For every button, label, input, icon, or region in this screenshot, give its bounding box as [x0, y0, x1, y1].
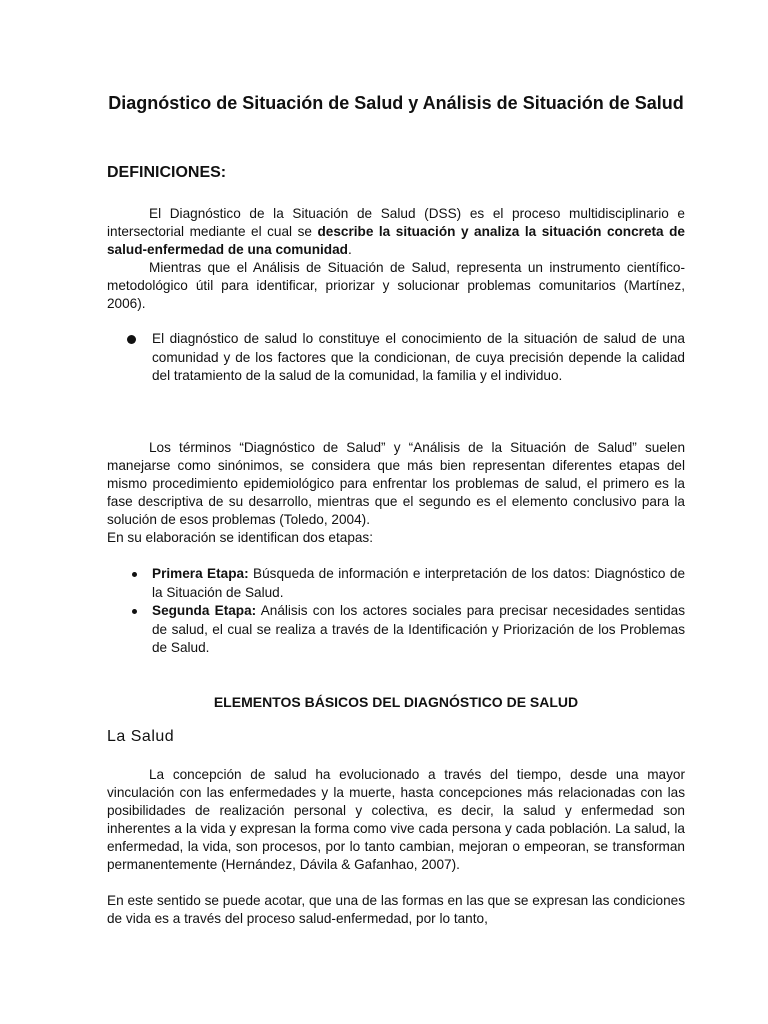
subheading-la-salud: La Salud — [107, 728, 175, 745]
bullet-icon — [127, 335, 136, 344]
paragraph-dss-definition — [107, 205, 685, 259]
paragraph-text: . — [347, 242, 352, 257]
paragraph-conditions: En este sentido se puede acotar, que una de las formas en las que se expresan las condiciones de vida es a través del proceso salud-enfermedad, por lo tanto, — [107, 893, 685, 926]
list-item-stage-1 — [107, 565, 685, 602]
list-item-stage-2 — [107, 602, 685, 658]
definitions-heading: DEFINICIONES: — [107, 164, 227, 181]
stage-text: Análisis con los actores sociales para precisar necesidades sentidas de salud, el cual se realiza a través de la Identificación y Priorización de los Problemas de Salud. — [152, 603, 685, 655]
paragraph-asis-definition: Mientras que el Análisis de Situación de Salud, representa un instrumento científico-metodológico útil para identificar, priorizar y solucionar problemas comunitarios (Martínez, 2006). — [107, 260, 685, 311]
stage-label: Segunda Etapa: — [152, 603, 257, 618]
paragraph-health-concept: La concepción de salud ha evolucionado a través del tiempo, desde una mayor vinculación con las enfermedades y la muerte, hasta concepciones más relacionadas con las posibilidades de realización personal y colectiva, es decir, la salud y enfermedad son inherentes a la vida y expresan la forma como vive cada persona y cada población. La salud, la enfermedad, la vida, son procesos, por lo tanto cambian, mejoran o empeoran, se transforman permanentemente (Hernández, Dávila & Gafanhao, 2007). — [107, 767, 685, 872]
paragraph-text: El Diagnóstico de la Situación de Salud (DSS) es el proceso multidisciplinario e intersectorial mediante el cual se — [107, 206, 685, 239]
stage-label: Primera Etapa: — [152, 566, 249, 581]
bullet-icon — [132, 572, 137, 577]
list-item-text: El diagnóstico de salud lo constituye el conocimiento de la situación de salud de una comunidad y de los factores que la condicionan, de cuya precisión depende la calidad del tratamiento de la salud de la comunidad, la familia y el individuo. — [152, 331, 685, 383]
paragraph-stages-intro: En su elaboración se identifican dos etapas: — [107, 530, 374, 545]
paragraph-terms: Los términos “Diagnóstico de Salud” y “Análisis de la Situación de Salud” suelen manejarse como sinónimos, se considera que más bien representan diferentes etapas del mismo procedimiento epidemiológico para enfrentar los problemas de salud, el primero es la fase descriptiva de su desarrollo, mientras que el segundo es el elemento conclusivo para la solución de esos problemas (Toledo, 2004). — [107, 440, 685, 527]
list-item — [107, 330, 685, 386]
document-title: Diagnóstico de Situación de Salud y Análisis de Situación de Salud — [108, 93, 684, 113]
bullet-icon — [132, 609, 137, 614]
bold-phrase: describe la situación y analiza la situación concreta de salud-enfermedad de una comunidad — [107, 224, 685, 257]
section-heading: ELEMENTOS BÁSICOS DEL DIAGNÓSTICO DE SALUD — [213, 694, 579, 710]
stage-text: Búsqueda de información e interpretación de los datos: Diagnóstico de la Situación de Salud. — [152, 566, 686, 600]
